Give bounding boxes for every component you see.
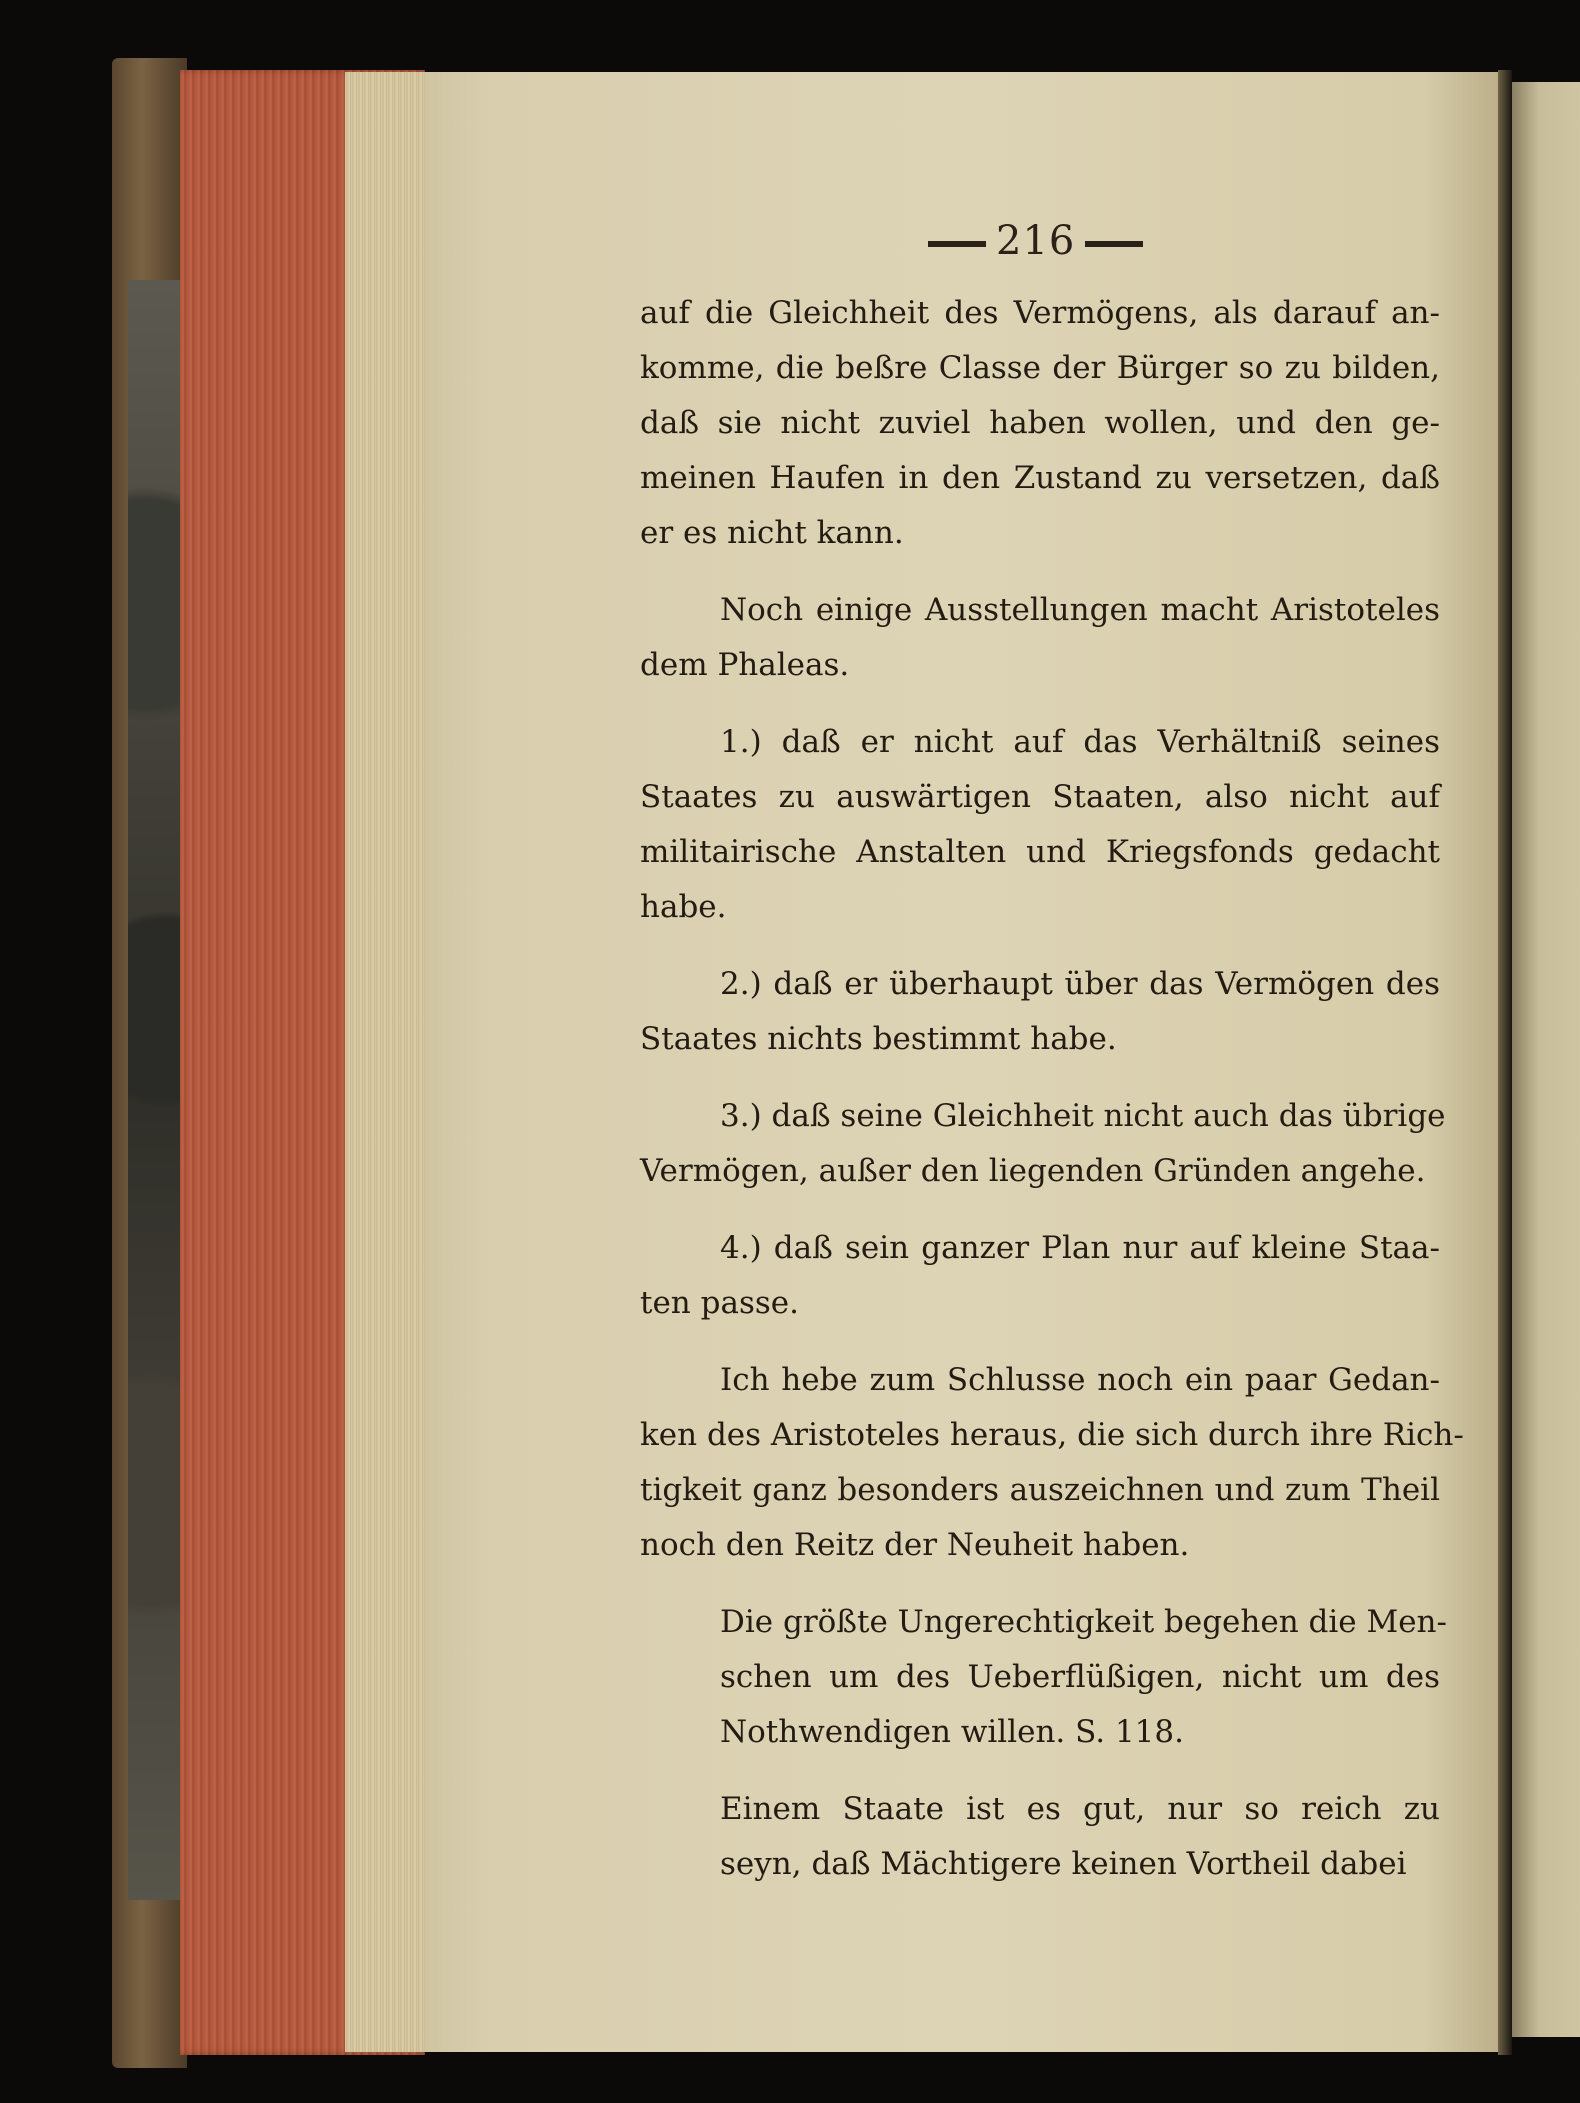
body-paragraph xyxy=(640,1089,1446,1199)
text-line: Nothwendigen willen. S. 118. xyxy=(720,1714,1184,1750)
marbled-cover-paper xyxy=(128,280,183,1900)
paragraph-gap xyxy=(640,935,1440,957)
paragraph-gap xyxy=(640,561,1440,583)
paragraph-gap xyxy=(640,1573,1440,1595)
text-line: er es nicht kann. xyxy=(640,515,904,551)
text-line: Vermögen, außer den liegenden Gründen angehe. xyxy=(640,1153,1426,1189)
dash-right xyxy=(1085,241,1143,247)
text-line: Staates zu auswärtigen Staaten, also nicht auf xyxy=(640,779,1440,815)
text-line: dem Phaleas. xyxy=(640,647,850,683)
text-line: 4.) daß sein ganzer Plan nur auf kleine Staa- xyxy=(720,1230,1440,1266)
text-line: Staates nichts bestimmt habe. xyxy=(640,1021,1117,1057)
text-line: habe. xyxy=(640,889,727,925)
page-edges-light xyxy=(345,72,425,2052)
page-number xyxy=(918,218,1153,264)
facing-page xyxy=(1512,82,1580,2037)
text-line: meinen Haufen in den Zustand zu versetzen, daß xyxy=(640,460,1440,496)
paragraph-gap xyxy=(640,693,1440,715)
quote-paragraph xyxy=(640,1595,1448,1760)
text-line: auf die Gleichheit des Vermögens, als darauf an- xyxy=(640,295,1440,331)
text-line: 2.) daß er überhaupt über das Vermögen des xyxy=(720,966,1440,1002)
text-line: 1.) daß er nicht auf das Verhältniß seines xyxy=(720,724,1440,760)
paragraph-gap xyxy=(640,1067,1440,1089)
dash-left xyxy=(928,241,986,247)
text-line: seyn, daß Mächtigere keinen Vortheil dabei xyxy=(720,1846,1407,1882)
quote-paragraph xyxy=(640,1782,1440,1892)
body-paragraph xyxy=(640,715,1440,935)
text-line: daß sie nicht zuviel haben wollen, und den ge- xyxy=(640,405,1440,441)
text-line: noch den Reitz der Neuheit haben. xyxy=(640,1527,1190,1563)
text-line: tigkeit ganz besonders auszeichnen und zum Theil xyxy=(640,1472,1440,1508)
page-number-text: 216 xyxy=(996,218,1076,264)
text-line: ken des Aristoteles heraus, die sich durch ihre Rich- xyxy=(640,1417,1464,1453)
book-gutter xyxy=(1498,70,1512,2055)
body-paragraph xyxy=(640,1353,1464,1573)
text-line: militairische Anstalten und Kriegsfonds gedacht xyxy=(640,834,1440,870)
body-paragraph xyxy=(640,583,1440,693)
paragraph-gap xyxy=(640,1760,1440,1782)
body-paragraph xyxy=(640,957,1440,1067)
paragraph-gap xyxy=(640,1199,1440,1221)
text-line: Noch einige Ausstellungen macht Aristoteles xyxy=(720,592,1440,628)
text-line: Ich hebe zum Schlusse noch ein paar Gedan- xyxy=(720,1362,1440,1398)
text-line: ten passe. xyxy=(640,1285,799,1321)
text-line: schen um des Ueberflüßigen, nicht um des xyxy=(720,1659,1440,1695)
body-paragraph xyxy=(640,286,1440,561)
page-text xyxy=(640,286,1464,1892)
text-line: komme, die beßre Classe der Bürger so zu bilden, xyxy=(640,350,1440,386)
text-line: Die größte Ungerechtigkeit begehen die Men- xyxy=(720,1604,1448,1640)
body-paragraph xyxy=(640,1221,1440,1331)
text-line: Einem Staate ist es gut, nur so reich zu xyxy=(720,1791,1440,1827)
paragraph-gap xyxy=(640,1331,1440,1353)
text-line: 3.) daß seine Gleichheit nicht auch das übrige xyxy=(720,1098,1446,1134)
